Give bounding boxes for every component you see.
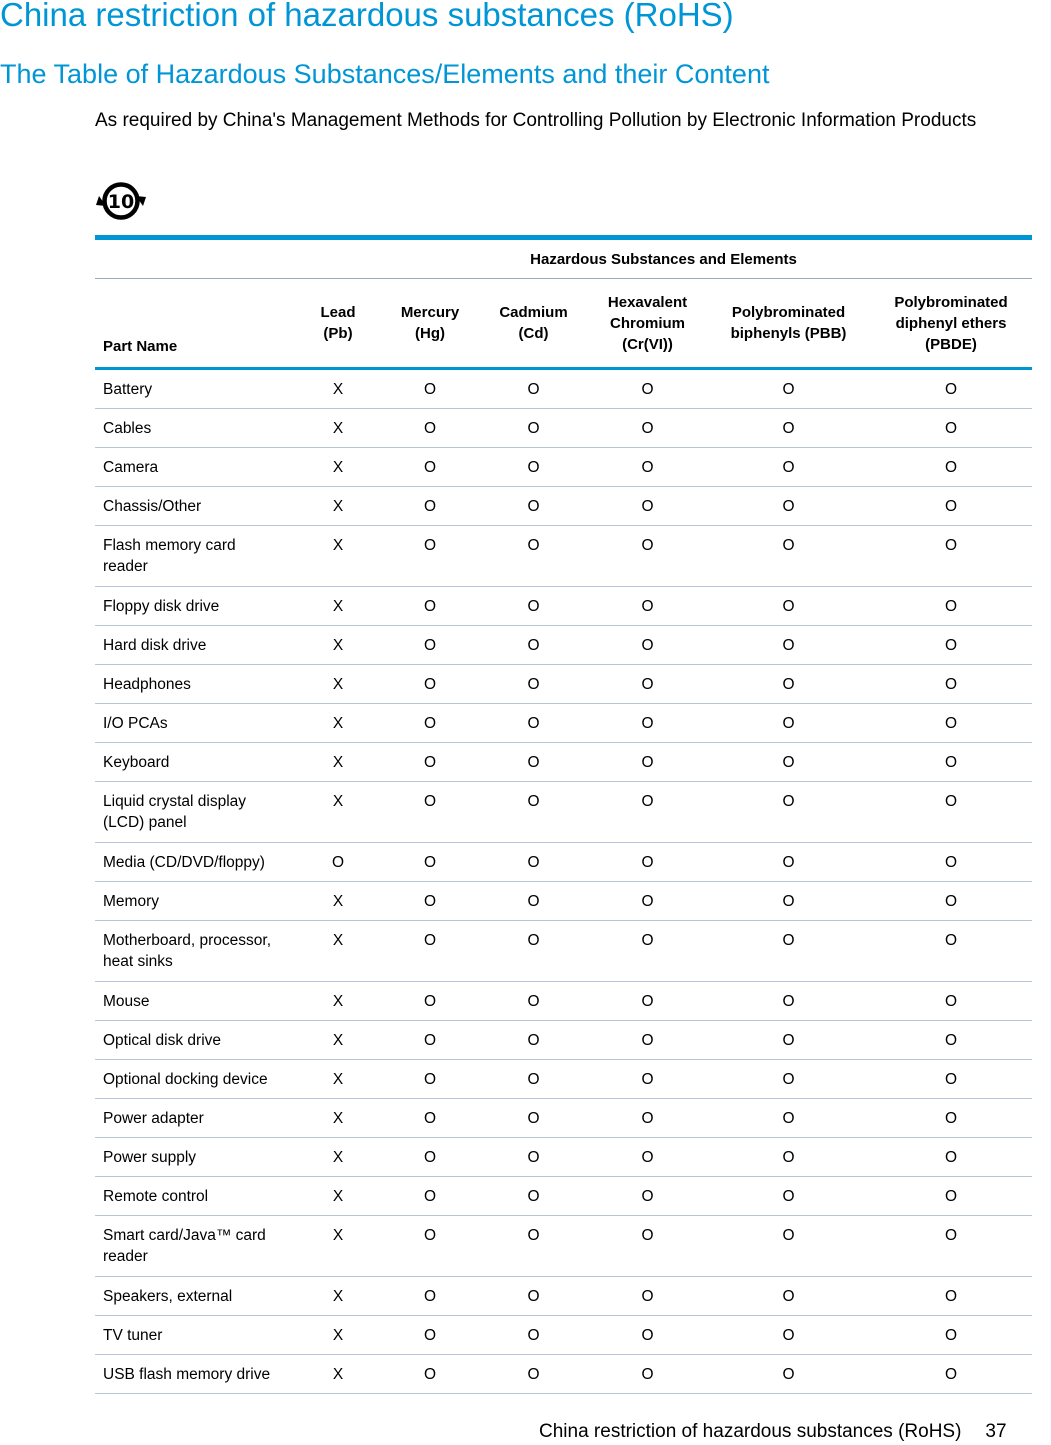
page-title: China restriction of hazardous substances (RoHS) xyxy=(0,0,734,33)
column-header xyxy=(588,279,707,369)
substance-value-cell: O xyxy=(588,1021,707,1060)
substance-value-cell: O xyxy=(588,1277,707,1316)
part-name-line: Hard disk drive xyxy=(103,637,207,654)
substance-value-cell: O xyxy=(707,1216,870,1277)
substance-value-cell: O xyxy=(588,1138,707,1177)
part-name-line: Liquid crystal display xyxy=(103,793,247,810)
part-name-cell xyxy=(95,843,295,882)
part-name-line: reader xyxy=(103,558,148,575)
part-name-cell xyxy=(95,526,295,587)
substance-value-cell: O xyxy=(707,743,870,782)
substance-value-cell: O xyxy=(588,1060,707,1099)
substance-value-cell: O xyxy=(588,743,707,782)
group-header: Hazardous Substances and Elements xyxy=(295,238,1032,279)
part-name-line: Power adapter xyxy=(103,1110,204,1127)
substance-value-cell: O xyxy=(707,982,870,1021)
part-name-line: heat sinks xyxy=(103,953,173,970)
column-header-line: Hexavalent xyxy=(607,293,688,311)
substance-value-cell: O xyxy=(707,587,870,626)
substance-value-cell: O xyxy=(588,704,707,743)
substance-value-cell: O xyxy=(707,1355,870,1394)
substance-value-cell: O xyxy=(588,409,707,448)
substance-value-cell: O xyxy=(479,587,588,626)
part-name-cell xyxy=(95,1099,295,1138)
substance-value-cell: O xyxy=(381,843,479,882)
substance-value-cell: O xyxy=(870,487,1032,526)
substance-value-cell: O xyxy=(588,665,707,704)
part-name-line: Speakers, external xyxy=(103,1288,233,1305)
substance-value-cell: O xyxy=(479,1355,588,1394)
part-name-line: USB flash memory drive xyxy=(103,1366,271,1383)
column-header-line: diphenyl ethers xyxy=(895,314,1007,332)
substance-value-cell: O xyxy=(381,487,479,526)
part-name-cell xyxy=(95,1316,295,1355)
column-header-line: Part Name xyxy=(103,338,178,355)
column-header xyxy=(381,279,479,369)
substance-value-cell: X xyxy=(295,409,381,448)
substance-value-cell: O xyxy=(870,1216,1032,1277)
substance-value-cell: O xyxy=(588,982,707,1021)
substance-value-cell: O xyxy=(479,369,588,409)
substance-value-cell: O xyxy=(588,921,707,982)
part-name-cell xyxy=(95,487,295,526)
substance-value-cell: O xyxy=(588,1099,707,1138)
substance-value-cell: O xyxy=(870,626,1032,665)
substance-value-cell: O xyxy=(870,1277,1032,1316)
substance-value-cell: O xyxy=(479,665,588,704)
column-header-line: (Cd) xyxy=(518,325,549,342)
table-column-header-row xyxy=(95,279,1032,369)
column-header-line: biphenyls (PBB) xyxy=(730,325,847,342)
column-header-line: Mercury xyxy=(400,304,460,321)
substance-value-cell: O xyxy=(381,1216,479,1277)
table-row xyxy=(95,843,1032,882)
substance-value-cell: O xyxy=(381,1021,479,1060)
substance-value-cell: O xyxy=(381,409,479,448)
part-name-cell xyxy=(95,882,295,921)
substance-value-cell: O xyxy=(381,665,479,704)
substance-value-cell: O xyxy=(707,1316,870,1355)
part-name-line: Media (CD/DVD/floppy) xyxy=(103,854,265,871)
substance-value-cell: X xyxy=(295,587,381,626)
table-row xyxy=(95,1316,1032,1355)
substance-value-cell: O xyxy=(381,526,479,587)
substance-value-cell: O xyxy=(707,1021,870,1060)
part-name-cell xyxy=(95,369,295,409)
part-name-line: reader xyxy=(103,1248,148,1265)
substance-value-cell: O xyxy=(588,369,707,409)
substance-value-cell: O xyxy=(870,1099,1032,1138)
hazardous-substances-table xyxy=(95,235,1032,1394)
substance-value-cell: X xyxy=(295,882,381,921)
column-header xyxy=(295,279,381,369)
substance-value-cell: O xyxy=(479,409,588,448)
substance-value-cell: X xyxy=(295,1216,381,1277)
column-header-line: Chromium xyxy=(610,314,685,332)
column-header xyxy=(707,279,870,369)
table-row xyxy=(95,526,1032,587)
substance-value-cell: O xyxy=(588,1355,707,1394)
table-row xyxy=(95,1138,1032,1177)
part-name-line: Battery xyxy=(103,381,153,398)
table-row xyxy=(95,743,1032,782)
substance-value-cell: O xyxy=(479,626,588,665)
substance-value-cell: O xyxy=(295,843,381,882)
part-name-line: Chassis/Other xyxy=(103,498,202,515)
part-name-cell xyxy=(95,626,295,665)
table-row xyxy=(95,1216,1032,1277)
substance-value-cell: O xyxy=(707,665,870,704)
substance-value-cell: X xyxy=(295,921,381,982)
substance-value-cell: O xyxy=(479,1021,588,1060)
substance-value-cell: O xyxy=(381,1060,479,1099)
footer-text: China restriction of hazardous substances (RoHS) xyxy=(539,1421,962,1442)
column-header-line: Polybrominated xyxy=(894,293,1008,311)
substance-value-cell: O xyxy=(479,1277,588,1316)
substance-value-cell: O xyxy=(381,1355,479,1394)
substance-value-cell: O xyxy=(479,1060,588,1099)
substance-value-cell: O xyxy=(707,369,870,409)
table-row xyxy=(95,1355,1032,1394)
substance-value-cell: O xyxy=(707,526,870,587)
substance-value-cell: O xyxy=(588,1216,707,1277)
substance-value-cell: O xyxy=(707,1138,870,1177)
substance-value-cell: O xyxy=(381,369,479,409)
substance-value-cell: O xyxy=(707,1277,870,1316)
substance-value-cell: O xyxy=(381,921,479,982)
substance-value-cell: X xyxy=(295,1060,381,1099)
substance-value-cell: O xyxy=(870,843,1032,882)
table-row xyxy=(95,982,1032,1021)
part-name-line: Camera xyxy=(103,459,159,476)
substance-value-cell: O xyxy=(381,1177,479,1216)
substance-value-cell: O xyxy=(870,704,1032,743)
substance-value-cell: X xyxy=(295,704,381,743)
substance-value-cell: X xyxy=(295,982,381,1021)
substance-value-cell: X xyxy=(295,526,381,587)
substance-value-cell: O xyxy=(479,704,588,743)
substance-value-cell: O xyxy=(588,526,707,587)
table-row xyxy=(95,921,1032,982)
substance-value-cell: O xyxy=(381,1277,479,1316)
substance-value-cell: O xyxy=(707,1099,870,1138)
substance-value-cell: O xyxy=(588,843,707,882)
substance-value-cell: O xyxy=(381,1138,479,1177)
substance-value-cell: O xyxy=(707,409,870,448)
substance-value-cell: X xyxy=(295,1355,381,1394)
table-row xyxy=(95,882,1032,921)
substance-value-cell: X xyxy=(295,1099,381,1138)
table-body xyxy=(95,369,1032,1394)
table-row xyxy=(95,1177,1032,1216)
substance-value-cell: O xyxy=(588,448,707,487)
substance-value-cell: O xyxy=(479,1177,588,1216)
substance-value-cell: O xyxy=(479,982,588,1021)
substance-value-cell: O xyxy=(381,1316,479,1355)
substance-value-cell: X xyxy=(295,1138,381,1177)
part-name-line: Remote control xyxy=(103,1188,209,1205)
substance-value-cell: O xyxy=(707,782,870,843)
substance-value-cell: O xyxy=(870,1316,1032,1355)
substance-value-cell: O xyxy=(588,1316,707,1355)
substance-value-cell: O xyxy=(870,1060,1032,1099)
part-name-cell xyxy=(95,921,295,982)
substance-value-cell: O xyxy=(870,526,1032,587)
part-name-line: Cables xyxy=(103,420,152,437)
epup-10-icon xyxy=(96,178,146,224)
substance-value-cell: O xyxy=(707,626,870,665)
substance-value-cell: O xyxy=(381,704,479,743)
substance-value-cell: O xyxy=(870,369,1032,409)
column-header xyxy=(479,279,588,369)
substance-value-cell: O xyxy=(588,882,707,921)
part-name-cell xyxy=(95,704,295,743)
substance-value-cell: O xyxy=(381,626,479,665)
substance-value-cell: O xyxy=(870,587,1032,626)
substance-value-cell: X xyxy=(295,1316,381,1355)
part-name-cell xyxy=(95,587,295,626)
part-name-line: Flash memory card xyxy=(103,537,236,554)
part-name-cell xyxy=(95,1277,295,1316)
part-name-line: Smart card/Java™ card xyxy=(103,1227,266,1244)
substance-value-cell: O xyxy=(479,1099,588,1138)
substance-value-cell: O xyxy=(707,843,870,882)
substance-value-cell: O xyxy=(381,448,479,487)
table-group-header-row xyxy=(95,238,1032,279)
substance-value-cell: X xyxy=(295,626,381,665)
part-name-line: (LCD) panel xyxy=(103,814,187,831)
part-name-line: TV tuner xyxy=(103,1327,163,1344)
column-header-line: (Hg) xyxy=(415,325,445,342)
section-title: The Table of Hazardous Substances/Elements and their Content xyxy=(0,59,770,89)
substance-value-cell: O xyxy=(588,487,707,526)
substance-value-cell: O xyxy=(479,1316,588,1355)
substance-value-cell: X xyxy=(295,743,381,782)
part-name-cell xyxy=(95,1355,295,1394)
column-header-part-name xyxy=(95,279,295,369)
logo-text: 10 xyxy=(107,191,135,213)
substance-value-cell: X xyxy=(295,665,381,704)
substance-value-cell: O xyxy=(588,1177,707,1216)
substance-value-cell: O xyxy=(479,843,588,882)
substance-value-cell: O xyxy=(707,882,870,921)
substance-value-cell: O xyxy=(707,1177,870,1216)
part-name-cell xyxy=(95,1021,295,1060)
hazardous-substances-table-container xyxy=(95,235,1032,1394)
part-name-line: Power supply xyxy=(103,1149,197,1166)
substance-value-cell: O xyxy=(870,743,1032,782)
substance-value-cell: O xyxy=(479,921,588,982)
substance-value-cell: O xyxy=(479,882,588,921)
substance-value-cell: O xyxy=(479,487,588,526)
column-header-line: Cadmium xyxy=(499,304,568,321)
table-row xyxy=(95,782,1032,843)
substance-value-cell: O xyxy=(381,782,479,843)
substance-value-cell: O xyxy=(870,448,1032,487)
substance-value-cell: O xyxy=(870,1138,1032,1177)
page-number: 37 xyxy=(985,1421,1007,1442)
column-header-line: Polybrominated xyxy=(731,304,846,321)
table-row xyxy=(95,1099,1032,1138)
substance-value-cell: O xyxy=(381,882,479,921)
substance-value-cell: O xyxy=(870,782,1032,843)
substance-value-cell: O xyxy=(707,704,870,743)
substance-value-cell: O xyxy=(870,665,1032,704)
table-row xyxy=(95,448,1032,487)
part-name-cell xyxy=(95,1177,295,1216)
substance-value-cell: X xyxy=(295,1177,381,1216)
substance-value-cell: O xyxy=(707,1060,870,1099)
part-name-cell xyxy=(95,665,295,704)
substance-value-cell: O xyxy=(870,409,1032,448)
part-name-cell xyxy=(95,782,295,843)
substance-value-cell: X xyxy=(295,1021,381,1060)
substance-value-cell: O xyxy=(479,526,588,587)
part-name-line: Headphones xyxy=(103,676,191,693)
substance-value-cell: O xyxy=(588,626,707,665)
table-row xyxy=(95,626,1032,665)
substance-value-cell: O xyxy=(479,743,588,782)
part-name-line: Mouse xyxy=(103,993,150,1010)
part-name-cell xyxy=(95,1216,295,1277)
substance-value-cell: O xyxy=(479,448,588,487)
substance-value-cell: O xyxy=(870,921,1032,982)
substance-value-cell: O xyxy=(381,587,479,626)
part-name-line: Optional docking device xyxy=(103,1071,268,1088)
substance-value-cell: O xyxy=(479,1138,588,1177)
substance-value-cell: O xyxy=(381,743,479,782)
substance-value-cell: O xyxy=(588,782,707,843)
table-row xyxy=(95,704,1032,743)
table-row xyxy=(95,1021,1032,1060)
part-name-cell xyxy=(95,1138,295,1177)
part-name-cell xyxy=(95,448,295,487)
substance-value-cell: X xyxy=(295,369,381,409)
substance-value-cell: O xyxy=(870,882,1032,921)
substance-value-cell: O xyxy=(479,782,588,843)
substance-value-cell: O xyxy=(588,587,707,626)
part-name-cell xyxy=(95,409,295,448)
part-name-line: Floppy disk drive xyxy=(103,598,220,615)
part-name-cell xyxy=(95,743,295,782)
part-name-cell xyxy=(95,982,295,1021)
intro-paragraph: As required by China's Management Methods for Controlling Pollution by Electronic Information Products xyxy=(95,110,977,131)
column-header-line: (PBDE) xyxy=(925,335,977,353)
table-row xyxy=(95,369,1032,409)
part-name-cell xyxy=(95,1060,295,1099)
column-header xyxy=(870,279,1032,369)
column-header-line: Lead xyxy=(320,304,356,321)
substance-value-cell: X xyxy=(295,782,381,843)
table-row xyxy=(95,1060,1032,1099)
column-header-line: (Pb) xyxy=(323,325,353,342)
table-row xyxy=(95,665,1032,704)
substance-value-cell: O xyxy=(870,982,1032,1021)
part-name-line: Motherboard, processor, xyxy=(103,932,272,949)
part-name-line: Memory xyxy=(103,893,159,910)
substance-value-cell: X xyxy=(295,1277,381,1316)
substance-value-cell: X xyxy=(295,448,381,487)
column-header-line: (Cr(VI)) xyxy=(622,335,673,353)
substance-value-cell: O xyxy=(870,1355,1032,1394)
substance-value-cell: O xyxy=(707,448,870,487)
substance-value-cell: O xyxy=(479,1216,588,1277)
substance-value-cell: O xyxy=(707,921,870,982)
substance-value-cell: O xyxy=(707,487,870,526)
page-footer xyxy=(539,1421,1007,1443)
table-row xyxy=(95,487,1032,526)
table-row xyxy=(95,587,1032,626)
substance-value-cell: O xyxy=(381,982,479,1021)
substance-value-cell: O xyxy=(870,1177,1032,1216)
substance-value-cell: O xyxy=(381,1099,479,1138)
substance-value-cell: X xyxy=(295,487,381,526)
part-name-line: Keyboard xyxy=(103,754,170,771)
part-name-line: Optical disk drive xyxy=(103,1032,222,1049)
table-row xyxy=(95,409,1032,448)
group-header-spacer xyxy=(95,238,295,279)
substance-value-cell: O xyxy=(870,1021,1032,1060)
table-row xyxy=(95,1277,1032,1316)
part-name-line: I/O PCAs xyxy=(103,715,168,732)
